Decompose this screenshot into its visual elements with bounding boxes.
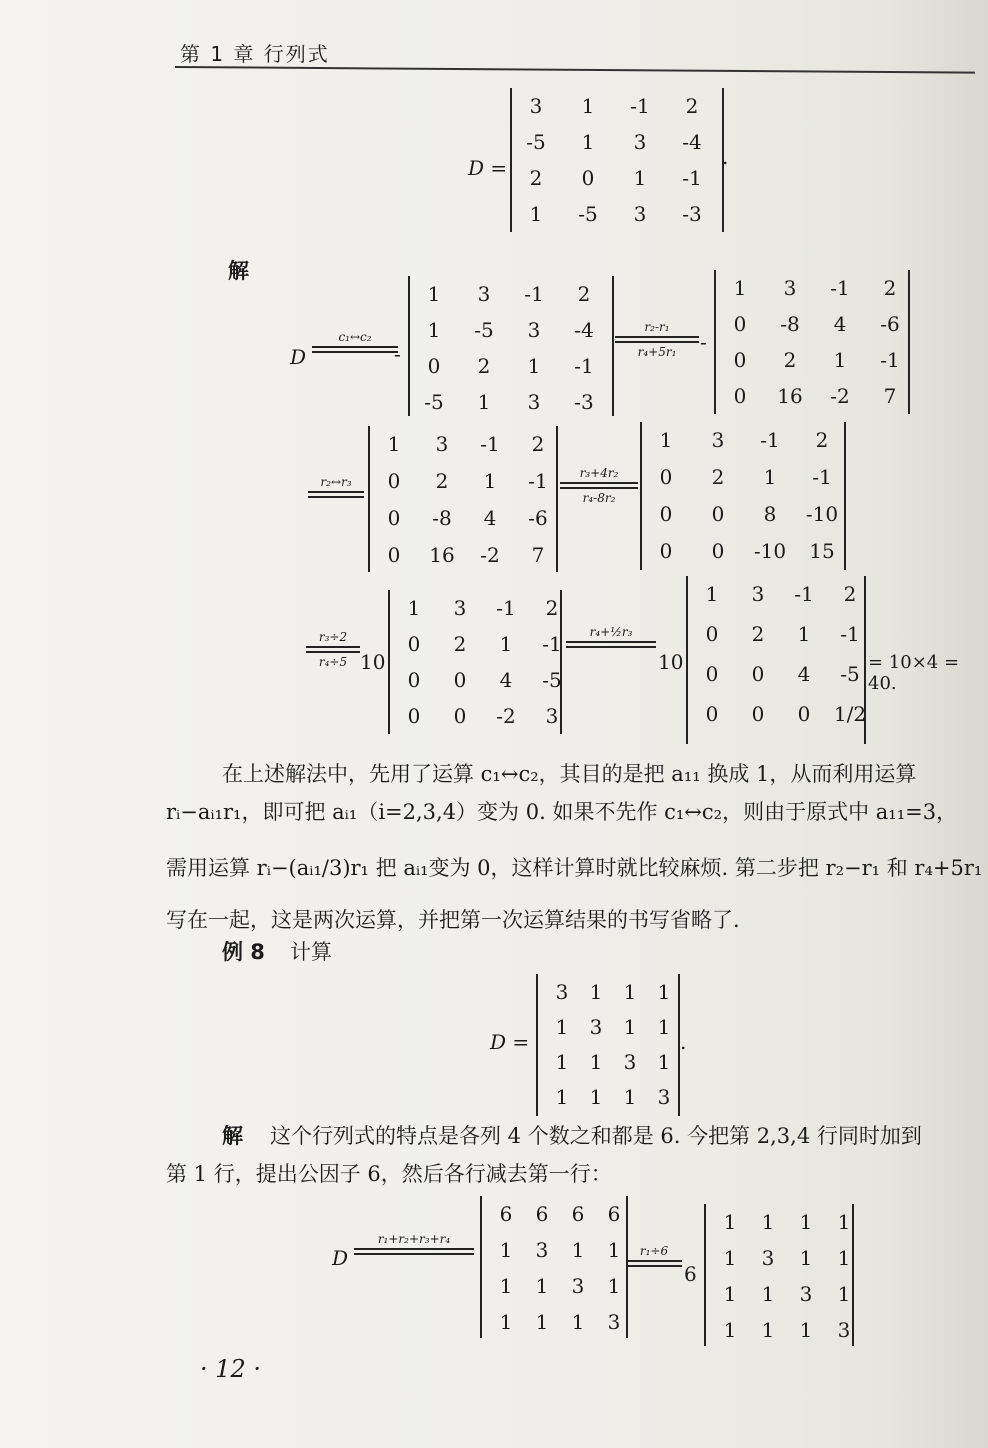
minus-sign: - [700, 330, 707, 354]
matrix-cell: -4 [682, 130, 702, 154]
matrix-cell: 1 [589, 980, 603, 1004]
matrix-cell: 0 [453, 704, 467, 728]
d-label: D [290, 345, 307, 369]
matrix-cell: 1 [483, 469, 497, 493]
matrix-cell: 3 [555, 980, 569, 1004]
determinant-step4 [640, 422, 846, 570]
matrix-cell: 15 [809, 539, 835, 563]
op-label: r₄+½r₃ [589, 625, 633, 639]
matrix-cell: 0 [711, 502, 725, 526]
matrix-cell: 6 [607, 1202, 621, 1226]
determinant-step2 [714, 270, 910, 414]
matrix-cell: -2 [480, 543, 500, 567]
coefficient: 6 [684, 1262, 697, 1286]
matrix-cell: 3 [761, 1246, 775, 1270]
matrix-cell: -1 [542, 632, 562, 656]
period: . [722, 145, 729, 169]
matrix-cell: 1 [761, 1282, 775, 1306]
op-label: r₄+5r₁ [637, 345, 677, 359]
matrix-cell: -1 [794, 582, 814, 606]
matrix-cell: 2 [783, 348, 797, 372]
matrix-cell: 2 [453, 632, 467, 656]
matrix-cell: 0 [427, 354, 441, 378]
matrix-cell: 1 [837, 1246, 851, 1270]
op-row-divide [306, 630, 360, 669]
matrix-cell: -6 [528, 506, 548, 530]
matrix-cell: 4 [483, 506, 497, 530]
matrix-cell: 2 [685, 94, 699, 118]
matrix-cell: 0 [407, 704, 421, 728]
op-label: r₄-8r₂ [582, 491, 616, 505]
matrix-cell: -1 [840, 622, 860, 646]
matrix-cell: -1 [830, 276, 850, 300]
matrix-cell: 1 [623, 1015, 637, 1039]
determinant-example8 [536, 974, 680, 1116]
matrix-cell: -1 [630, 94, 650, 118]
matrix-cell: 0 [711, 539, 725, 563]
matrix-cell: 3 [477, 282, 491, 306]
matrix-cell: 2 [529, 166, 543, 190]
matrix-cell: 1/2 [833, 702, 867, 726]
matrix-cell: -5 [424, 390, 444, 414]
paragraph-line: 这个行列式的特点是各列 4 个数之和都是 6. 今把第 2,3,4 行同时加到 [270, 1124, 922, 1148]
op-sum-rows [354, 1232, 474, 1257]
page-header: 第 1 章 行列式 [180, 42, 330, 66]
op-label: c₁↔c₂ [338, 330, 372, 344]
op-swap-columns [312, 330, 398, 355]
matrix-cell: 2 [477, 354, 491, 378]
op-row-ops-2 [560, 466, 638, 505]
matrix-cell: 1 [555, 1085, 569, 1109]
matrix-cell: 1 [499, 632, 513, 656]
matrix-cell: 1 [657, 1050, 671, 1074]
matrix-cell: 1 [555, 1015, 569, 1039]
paragraph-line: 需用运算 rᵢ−(aᵢ₁/3)r₁ 把 aᵢ₁变为 0，这样计算时就比较麻烦. 第二步把 r₂−r₁ 和 r₄+5r₁ [166, 856, 983, 880]
matrix-cell: 3 [837, 1318, 851, 1342]
matrix-cell: 3 [527, 390, 541, 414]
matrix-cell: 0 [453, 668, 467, 692]
matrix-cell: 0 [387, 469, 401, 493]
matrix-cell: 1 [477, 390, 491, 414]
op-label: r₃÷2 [318, 630, 348, 644]
matrix-cell: 0 [387, 543, 401, 567]
matrix-cell: 3 [783, 276, 797, 300]
matrix-cell: 1 [555, 1050, 569, 1074]
determinant-d [510, 88, 724, 232]
matrix-cell: -4 [574, 318, 594, 342]
determinant-factored [704, 1204, 854, 1346]
example-label: 例 8 [222, 940, 265, 964]
matrix-cell: 7 [883, 384, 897, 408]
matrix-cell: 0 [705, 622, 719, 646]
matrix-cell: -3 [574, 390, 594, 414]
matrix-cell: -10 [805, 502, 839, 526]
matrix-cell: -1 [524, 282, 544, 306]
matrix-cell: 1 [571, 1238, 585, 1262]
matrix-cell: 3 [589, 1015, 603, 1039]
op-row-ops-1 [615, 320, 699, 359]
matrix-cell: -1 [574, 354, 594, 378]
matrix-cell: 1 [623, 980, 637, 1004]
matrix-cell: 1 [607, 1274, 621, 1298]
matrix-cell: -1 [812, 465, 832, 489]
matrix-cell: 8 [763, 502, 777, 526]
matrix-cell: 0 [705, 702, 719, 726]
matrix-cell: 1 [799, 1246, 813, 1270]
matrix-cell: 1 [607, 1238, 621, 1262]
matrix-cell: 1 [657, 980, 671, 1004]
matrix-cell: 0 [733, 312, 747, 336]
matrix-cell: 4 [833, 312, 847, 336]
matrix-cell: 1 [589, 1085, 603, 1109]
matrix-cell: 2 [883, 276, 897, 300]
matrix-cell: 1 [799, 1210, 813, 1234]
matrix-cell: 1 [723, 1318, 737, 1342]
matrix-cell: 2 [843, 582, 857, 606]
matrix-cell: 1 [535, 1274, 549, 1298]
matrix-cell: 1 [623, 1085, 637, 1109]
paragraph-line: 在上述解法中，先用了运算 c₁↔c₂，其目的是把 a₁₁ 换成 1，从而利用运算 [222, 762, 917, 786]
matrix-cell: 3 [633, 202, 647, 226]
result-value: = 10×4 = 40. [868, 652, 960, 694]
matrix-cell: -10 [753, 539, 787, 563]
matrix-cell: -5 [542, 668, 562, 692]
matrix-cell: 1 [529, 202, 543, 226]
matrix-cell: 1 [761, 1318, 775, 1342]
matrix-cell: 16 [429, 543, 455, 567]
matrix-cell: 3 [545, 704, 559, 728]
matrix-cell: -5 [578, 202, 598, 226]
op-label: r₂↔r₃ [320, 475, 352, 489]
matrix-cell: 1 [833, 348, 847, 372]
op-divide-6 [626, 1244, 682, 1269]
matrix-cell: 1 [723, 1282, 737, 1306]
matrix-cell: 0 [751, 702, 765, 726]
matrix-cell: 4 [797, 662, 811, 686]
matrix-cell: 1 [499, 1238, 513, 1262]
matrix-cell: 2 [751, 622, 765, 646]
paragraph-line: 写在一起，这是两次运算，并把第一次运算结果的书写省略了. [166, 908, 740, 932]
matrix-cell: 4 [499, 668, 513, 692]
matrix-cell: -5 [474, 318, 494, 342]
matrix-cell: 1 [799, 1318, 813, 1342]
matrix-cell: 1 [499, 1310, 513, 1334]
page-number: · 12 · [200, 1355, 262, 1383]
matrix-cell: 2 [711, 465, 725, 489]
matrix-cell: 0 [797, 702, 811, 726]
op-label: r₂-r₁ [644, 320, 670, 334]
op-label: r₁÷6 [639, 1244, 669, 1258]
matrix-cell: 3 [751, 582, 765, 606]
matrix-cell: 3 [711, 428, 725, 452]
matrix-cell: 3 [435, 432, 449, 456]
matrix-cell: 1 [407, 596, 421, 620]
matrix-cell: 3 [571, 1274, 585, 1298]
matrix-cell: 1 [581, 94, 595, 118]
d-label: D = [490, 1030, 530, 1054]
matrix-cell: -1 [528, 469, 548, 493]
matrix-cell: 3 [607, 1310, 621, 1334]
example-text: 计算 [290, 940, 332, 964]
matrix-cell: -3 [682, 202, 702, 226]
matrix-cell: 6 [499, 1202, 513, 1226]
matrix-cell: 3 [657, 1085, 671, 1109]
matrix-cell: 0 [705, 662, 719, 686]
matrix-cell: 1 [589, 1050, 603, 1074]
matrix-cell: 1 [837, 1210, 851, 1234]
determinant-step6 [686, 576, 866, 744]
matrix-cell: -1 [496, 596, 516, 620]
d-label: D [332, 1246, 349, 1270]
matrix-cell: 0 [751, 662, 765, 686]
op-label: r₄÷5 [318, 655, 348, 669]
solution-label: 解 [228, 259, 249, 283]
matrix-cell: -8 [432, 506, 452, 530]
matrix-cell: 0 [407, 668, 421, 692]
matrix-cell: 7 [531, 543, 545, 567]
matrix-cell: 1 [723, 1210, 737, 1234]
matrix-cell: 1 [659, 428, 673, 452]
matrix-cell: -2 [496, 704, 516, 728]
coefficient: 10 [360, 650, 386, 674]
matrix-cell: 0 [407, 632, 421, 656]
matrix-cell: 1 [387, 432, 401, 456]
paragraph-line: 第 1 行，提出公因子 6，然后各行减去第一行： [166, 1162, 612, 1186]
matrix-cell: 16 [777, 384, 803, 408]
matrix-cell: 1 [657, 1015, 671, 1039]
period: . [680, 1030, 687, 1054]
d-label: D = [468, 156, 508, 180]
solution-label: 解 [222, 1124, 243, 1148]
matrix-cell: 0 [659, 539, 673, 563]
op-swap-rows [308, 475, 364, 500]
matrix-cell: 1 [581, 130, 595, 154]
matrix-cell: 2 [815, 428, 829, 452]
matrix-cell: 1 [427, 318, 441, 342]
matrix-cell: -1 [682, 166, 702, 190]
matrix-cell: -1 [880, 348, 900, 372]
matrix-cell: 1 [705, 582, 719, 606]
matrix-cell: 0 [733, 348, 747, 372]
matrix-cell: -1 [480, 432, 500, 456]
matrix-cell: 1 [427, 282, 441, 306]
matrix-cell: 1 [733, 276, 747, 300]
matrix-cell: 1 [723, 1246, 737, 1270]
op-row-add-half [566, 625, 656, 650]
op-label: r₁+r₂+r₃+r₄ [377, 1232, 451, 1246]
paragraph-line: rᵢ−aᵢ₁r₁，即可把 aᵢ₁（i=2,3,4）变为 0. 如果不先作 c₁↔c₂，则由于原式中 a₁₁=3， [166, 800, 958, 824]
matrix-cell: 2 [435, 469, 449, 493]
matrix-cell: 1 [535, 1310, 549, 1334]
matrix-cell: 1 [761, 1210, 775, 1234]
determinant-step3 [368, 426, 558, 572]
matrix-cell: 3 [633, 130, 647, 154]
matrix-cell: 3 [527, 318, 541, 342]
matrix-cell: 3 [453, 596, 467, 620]
minus-sign: - [394, 342, 401, 366]
matrix-cell: 0 [733, 384, 747, 408]
matrix-cell: -8 [780, 312, 800, 336]
matrix-cell: 1 [837, 1282, 851, 1306]
matrix-cell: 2 [545, 596, 559, 620]
matrix-cell: 1 [499, 1274, 513, 1298]
op-label: r₃+4r₂ [579, 466, 619, 480]
matrix-cell: 2 [577, 282, 591, 306]
matrix-cell: 6 [571, 1202, 585, 1226]
matrix-cell: -2 [830, 384, 850, 408]
matrix-cell: 1 [633, 166, 647, 190]
matrix-cell: 1 [571, 1310, 585, 1334]
matrix-cell: 0 [581, 166, 595, 190]
matrix-cell: -5 [526, 130, 546, 154]
coefficient: 10 [658, 650, 684, 674]
matrix-cell: 0 [659, 502, 673, 526]
matrix-cell: -5 [840, 662, 860, 686]
matrix-cell: 0 [659, 465, 673, 489]
matrix-cell: 3 [799, 1282, 813, 1306]
matrix-cell: 1 [763, 465, 777, 489]
matrix-cell: 1 [527, 354, 541, 378]
matrix-cell: -6 [880, 312, 900, 336]
matrix-cell: 0 [387, 506, 401, 530]
matrix-cell: 3 [535, 1238, 549, 1262]
determinant-step1 [408, 276, 614, 416]
determinant-sum [480, 1196, 628, 1338]
determinant-step5 [388, 590, 562, 734]
matrix-cell: 3 [623, 1050, 637, 1074]
matrix-cell: 1 [797, 622, 811, 646]
matrix-cell: 2 [531, 432, 545, 456]
matrix-cell: 3 [529, 94, 543, 118]
matrix-cell: -1 [760, 428, 780, 452]
matrix-cell: 6 [535, 1202, 549, 1226]
